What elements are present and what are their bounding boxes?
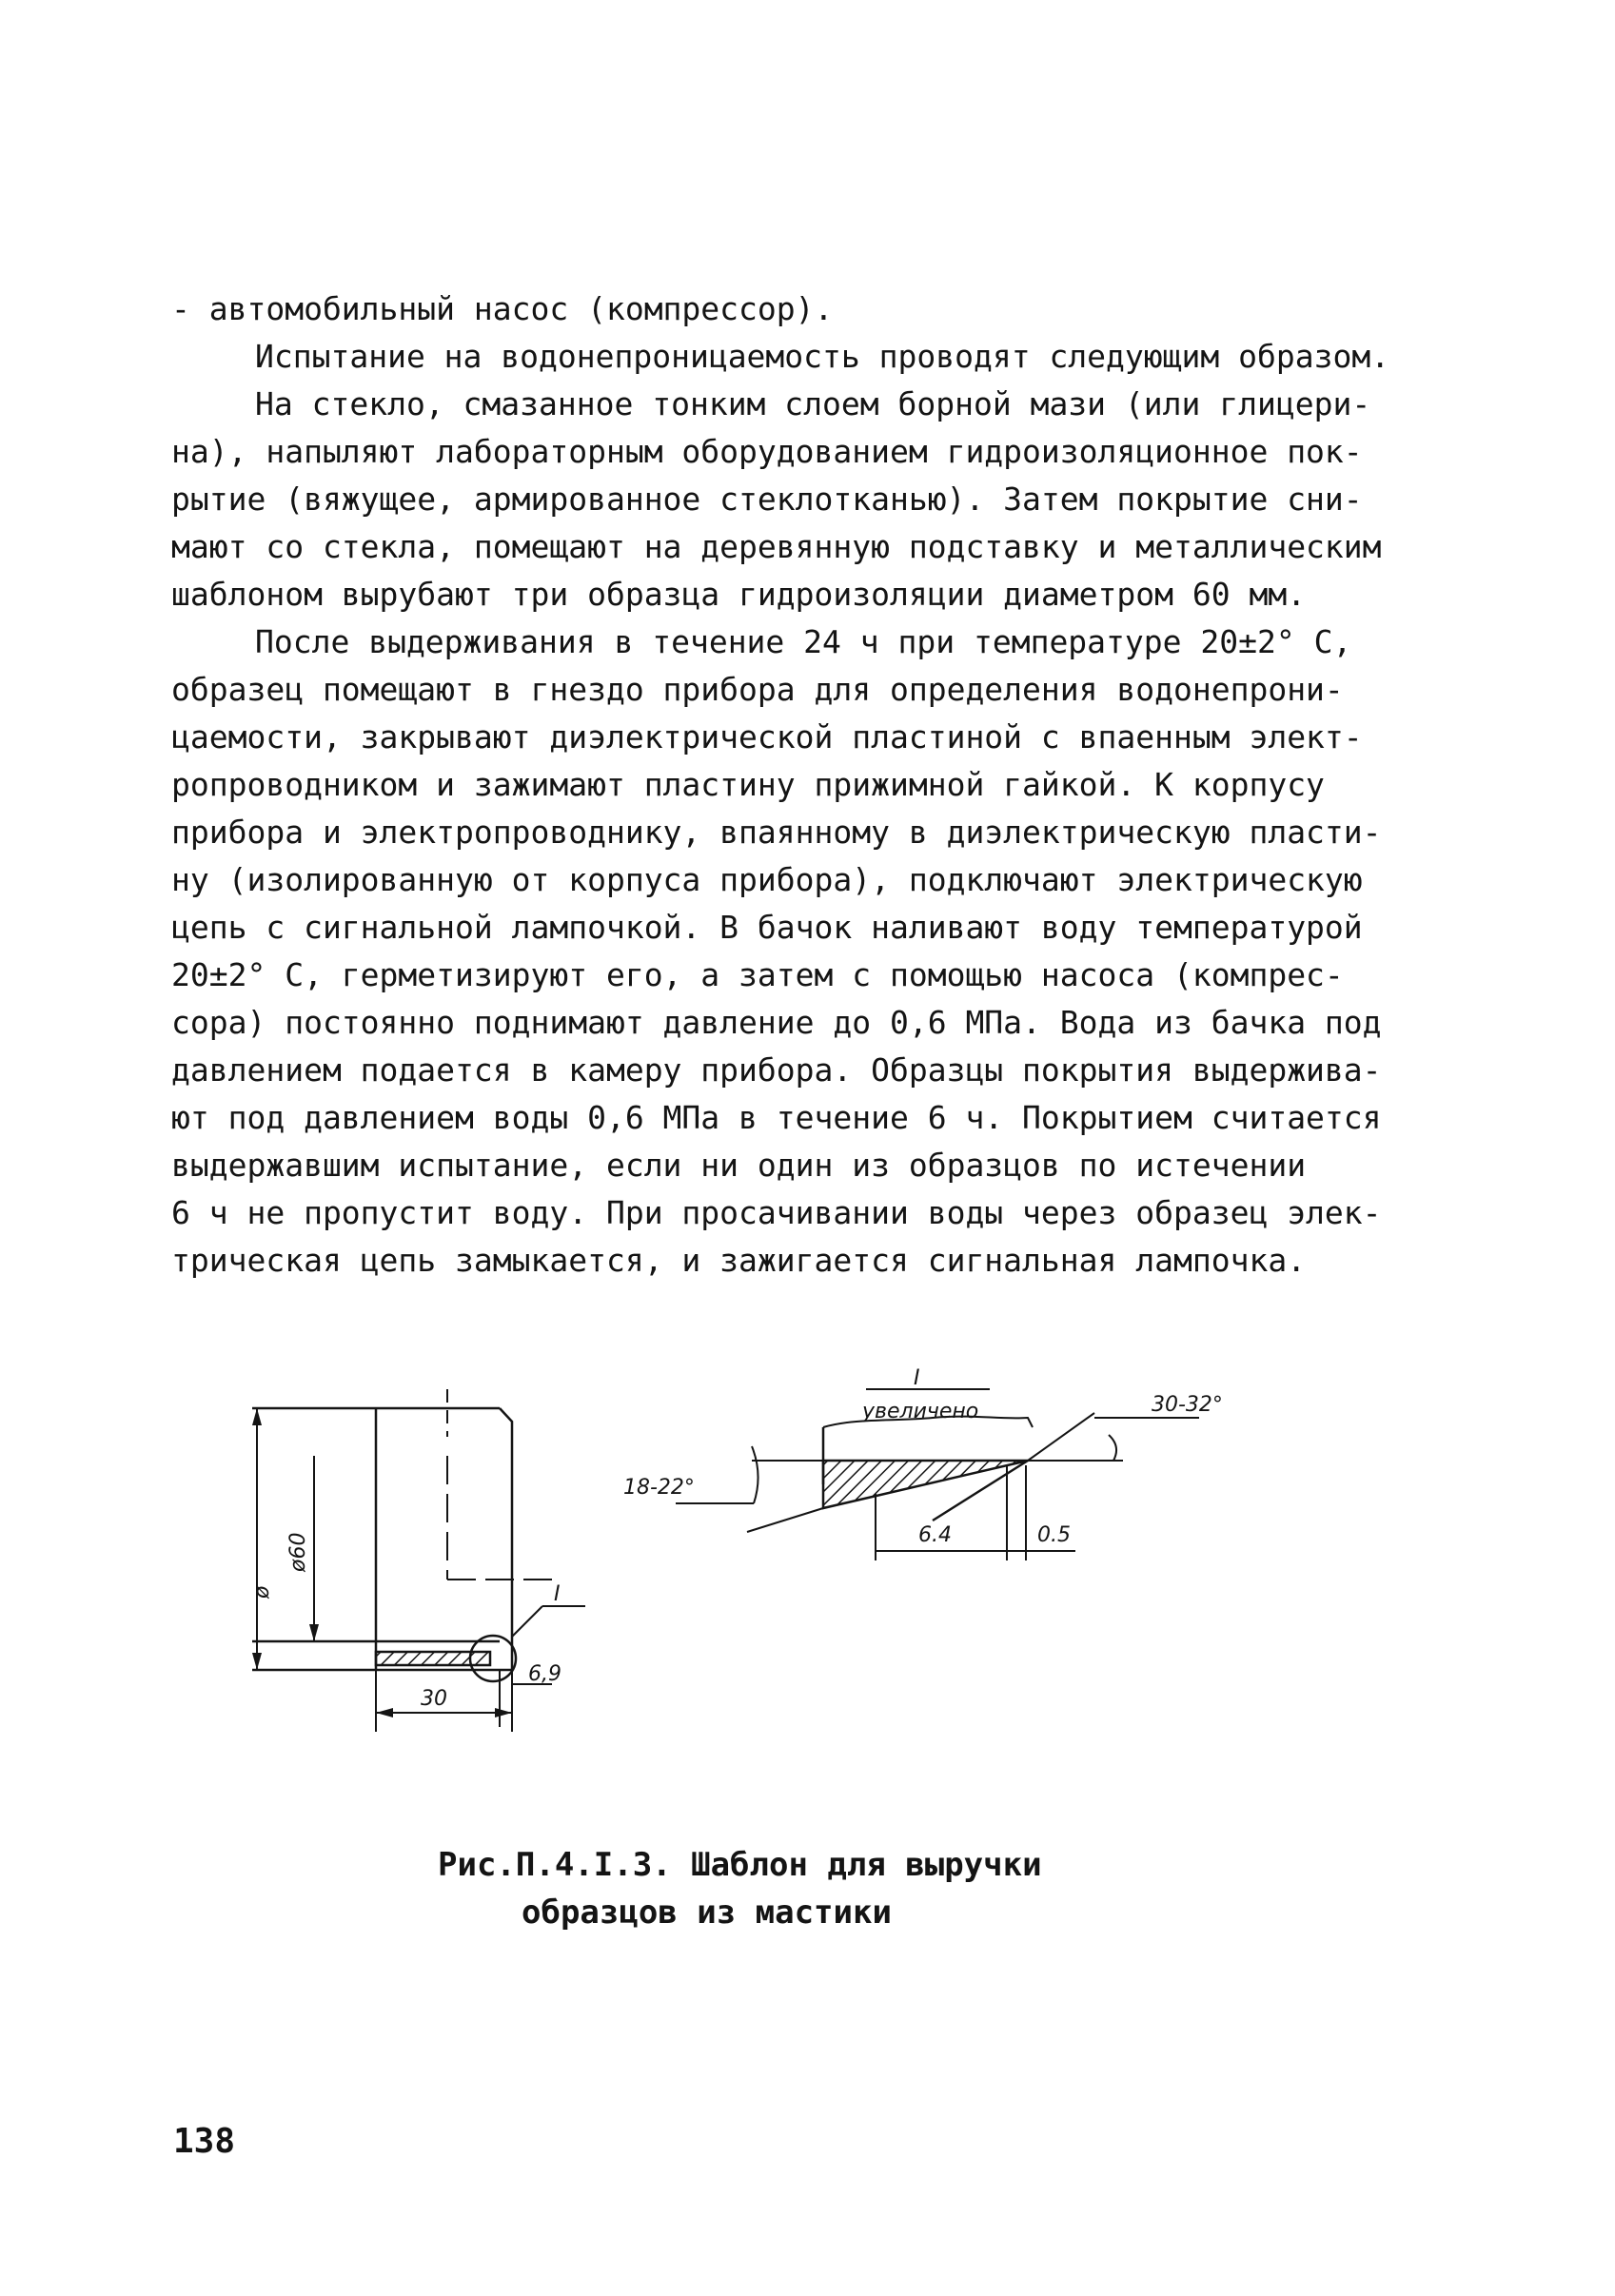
- detail-mark: I: [914, 1366, 920, 1390]
- text-line: сора) постоянно поднимают давление до 0,6 МПа. Вода из бачка под: [171, 1004, 1382, 1041]
- text-line: цаемости, закрывают диэлектрической пластиной с впаенным элект-: [171, 718, 1363, 756]
- caption-line-2: образцов из мастики: [522, 1894, 892, 1932]
- technical-drawing: [209, 1351, 1447, 1798]
- dim-diameter: ø: [250, 1585, 274, 1599]
- text-line: - автомобильный насос (компрессор).: [171, 290, 834, 327]
- text-line: цепь с сигнальной лампочкой. В бачок наливают воду температурой: [171, 909, 1363, 946]
- text-line: выдержавшим испытание, если ни один из образцов по истечении: [171, 1147, 1307, 1184]
- figure-caption: [438, 1841, 1294, 1936]
- caption-line-1: Рис.П.4.I.3. Шаблон для выручки: [438, 1846, 1042, 1884]
- text-line: ропроводником и зажимают пластину прижимной гайкой. К корпусу: [171, 766, 1325, 803]
- text-line: шаблоном вырубают три образца гидроизоляции диаметром 60 мм.: [171, 576, 1307, 613]
- text-line: прибора и электропроводнику, впаянному в диэлектрическую пласти-: [171, 814, 1382, 851]
- text-line: 6 ч не пропустит воду. При просачивании воды через образец элек-: [171, 1194, 1382, 1231]
- dim-angle-18-22: 18-22°: [623, 1476, 695, 1500]
- page-number: 138: [173, 2122, 236, 2161]
- dim-6-4: 6.4: [918, 1523, 952, 1547]
- text-line: После выдерживания в течение 24 ч при температуре 20±2° С,: [255, 623, 1352, 660]
- text-line: Испытание на водонепроницаемость проводят следующим образом.: [255, 338, 1390, 375]
- template-drawing: [209, 1351, 1447, 1798]
- text-line: трическая цепь замыкается, и зажигается сигнальная лампочка.: [171, 1242, 1307, 1279]
- dim-angle-30-32: 30-32°: [1152, 1393, 1223, 1417]
- dim-0-5: 0.5: [1037, 1523, 1071, 1547]
- text-line: 20±2° С, герметизируют его, а затем с помощью насоса (компрес-: [171, 956, 1344, 993]
- text-line: На стекло, смазанное тонким слоем борной мази (или глицери-: [255, 385, 1371, 422]
- body-text: [171, 285, 1437, 1285]
- text-line: ну (изолированную от корпуса прибора), подключают электрическую: [171, 861, 1363, 898]
- text-line: образец помещают в гнездо прибора для определения водонепрони-: [171, 671, 1344, 708]
- text-line: ют под давлением воды 0,6 МПа в течение 6 ч. Покрытием считается: [171, 1099, 1382, 1136]
- text-line: мают со стекла, помещают на деревянную подставку и металлическим: [171, 528, 1382, 565]
- detail-mark-left: I: [554, 1582, 561, 1606]
- detail-caption: увеличено: [862, 1400, 979, 1423]
- text-line: на), напыляют лабораторным оборудованием гидроизоляционное пок-: [171, 433, 1363, 470]
- dim-diameter-60: ø60: [286, 1532, 310, 1572]
- text-line: давлением подается в камеру прибора. Образцы покрытия выдержива-: [171, 1051, 1382, 1089]
- dim-6-9: 6,9: [528, 1662, 561, 1686]
- text-line: рытие (вяжущее, армированное стеклотканью). Затем покрытие сни-: [171, 481, 1363, 518]
- dim-30: 30: [421, 1687, 447, 1711]
